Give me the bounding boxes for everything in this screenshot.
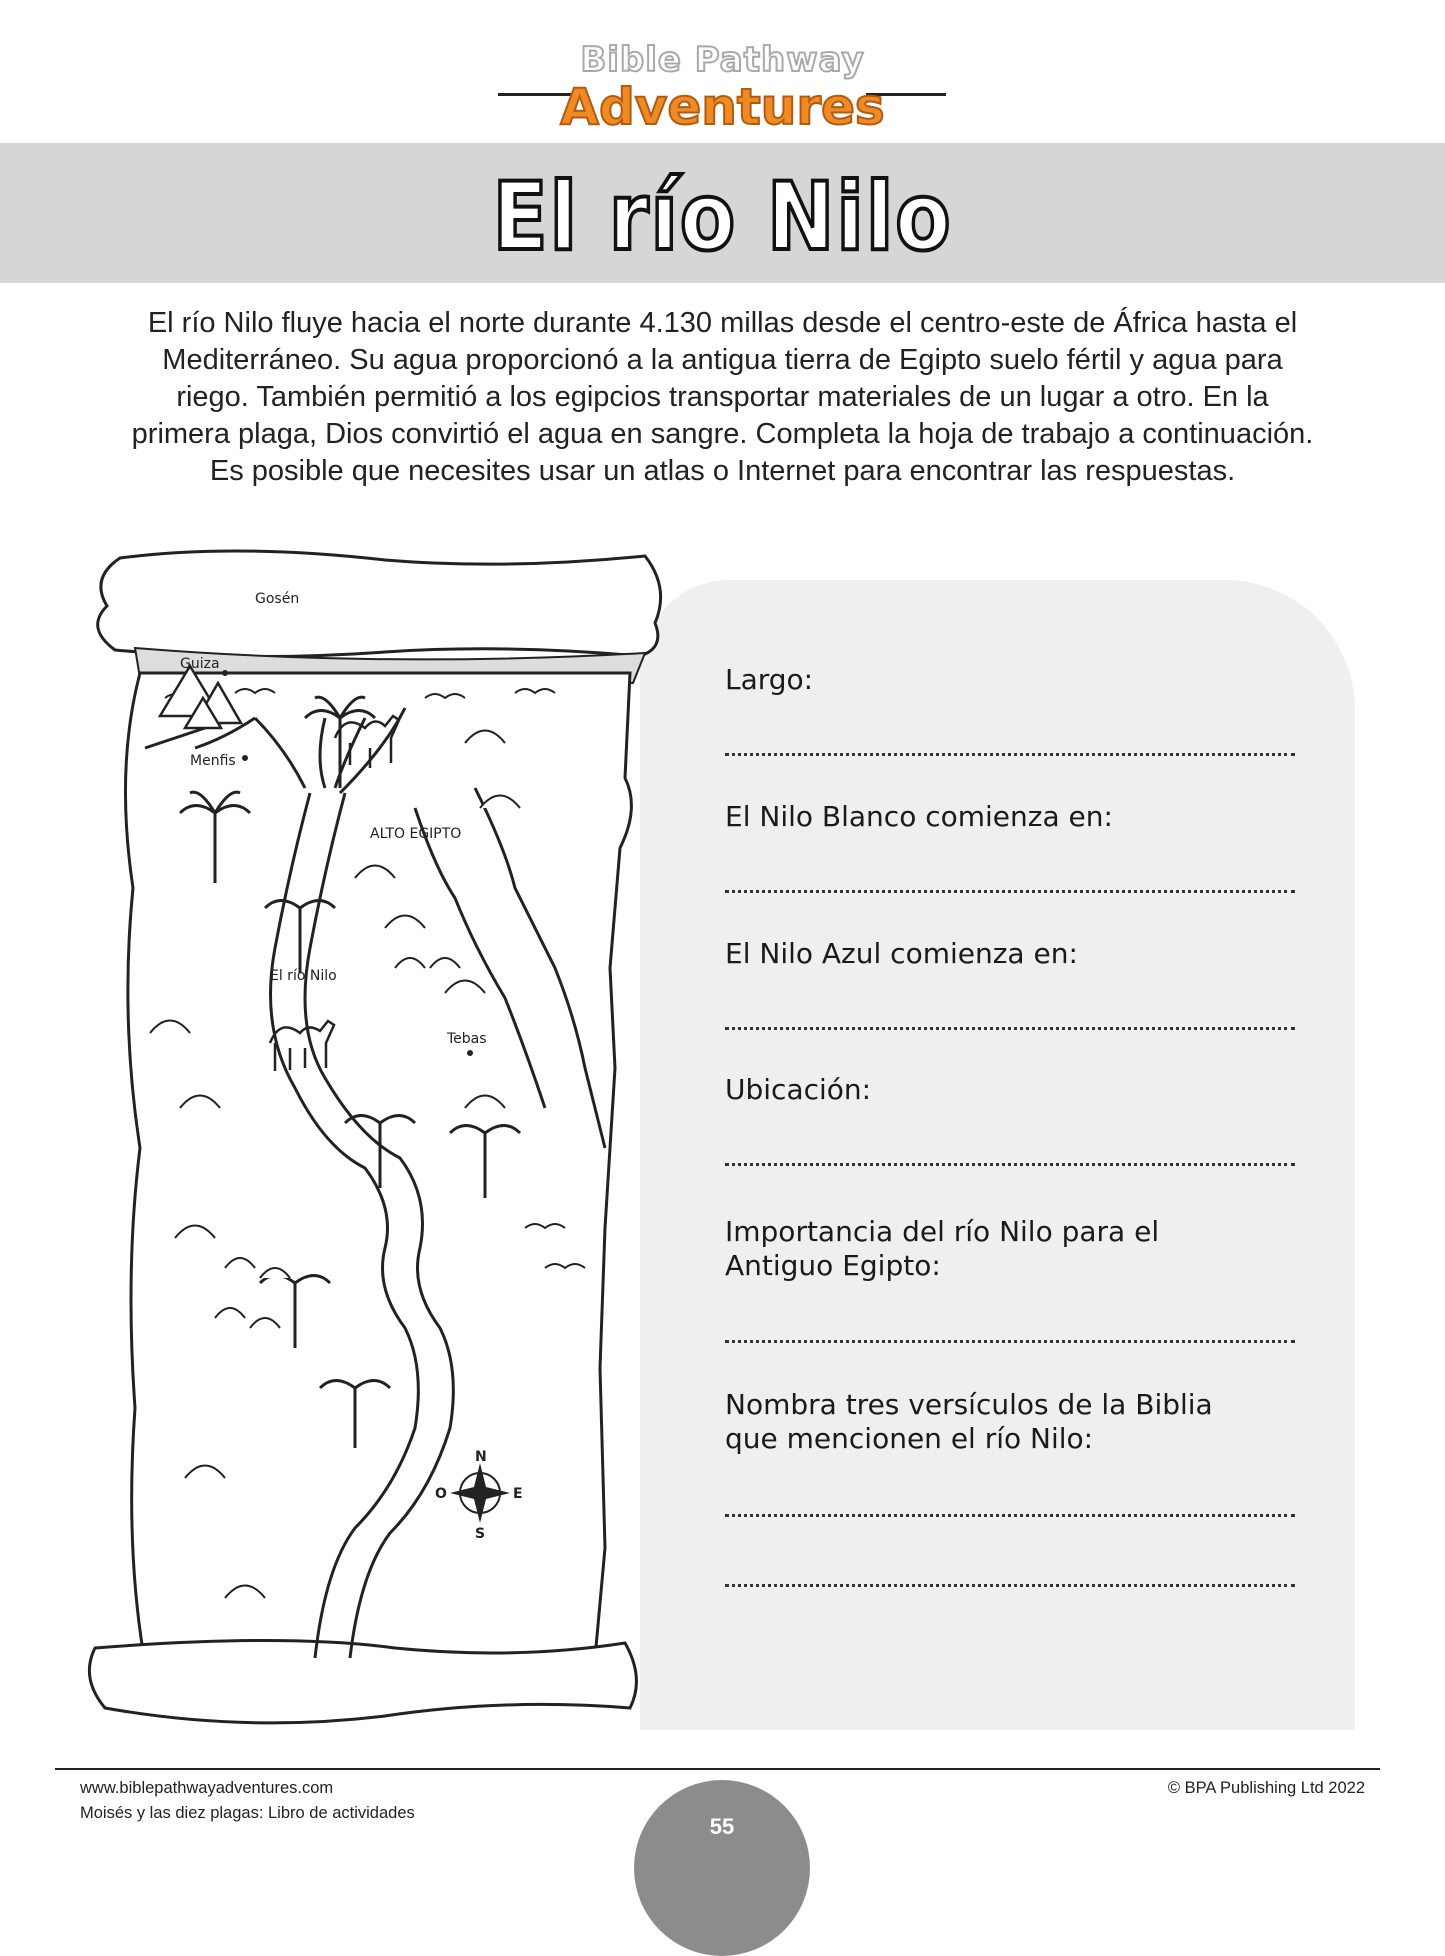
field-nilo-azul [725, 937, 1295, 971]
answer-line-nilo-blanco[interactable] [725, 890, 1295, 893]
field-importancia [725, 1215, 1295, 1283]
map-label-menfis: Menfis [190, 753, 236, 769]
answer-line-largo[interactable] [725, 753, 1295, 756]
footer-left [80, 1776, 415, 1826]
title-banner [0, 143, 1445, 283]
intro-paragraph [90, 305, 1355, 490]
page-number: 55 [709, 1814, 735, 1839]
logo-bottom-text: Adventures [560, 78, 885, 136]
logo-top-text: Bible Pathway [580, 40, 865, 80]
answer-line-versiculos-2[interactable] [725, 1584, 1295, 1587]
field-largo-label: Largo: [725, 663, 814, 696]
intro-line: Mediterráneo. Su agua proporcionó a la antigua tierra de Egipto suelo fértil y agua para [162, 344, 1283, 376]
map-label-alto-egipto: ALTO EGIPTO [370, 826, 462, 842]
page-title: El río Nilo [492, 163, 953, 272]
footer-divider [55, 1768, 1380, 1770]
answer-line-nilo-azul[interactable] [725, 1027, 1295, 1030]
scroll-top-roll [98, 551, 661, 657]
compass-n: N [475, 1449, 487, 1465]
map-label-gosen: Gosén [255, 591, 300, 607]
answer-line-versiculos-1[interactable] [725, 1514, 1295, 1517]
intro-line: El río Nilo fluye hacia el norte durante 4.130 millas desde el centro-este de África hasta el [147, 307, 1298, 339]
field-ubicacion [725, 1073, 1295, 1107]
intro-line: Es posible que necesites usar un atlas o Internet para encontrar las respuestas. [209, 455, 1236, 487]
answer-line-importancia[interactable] [725, 1340, 1295, 1343]
intro-line: primera plaga, Dios convirtió el agua en sangre. Completa la hoja de trabajo a continuación. [131, 418, 1314, 450]
footer-copyright: © BPA Publishing Ltd 2022 [1167, 1779, 1365, 1797]
compass-e: E [513, 1486, 523, 1502]
nile-map-scroll [85, 548, 685, 1733]
field-nilo-blanco-label: El Nilo Blanco comienza en: [725, 800, 1113, 833]
field-nilo-blanco [725, 800, 1295, 834]
map-label-rio-nilo: El río Nilo [270, 968, 337, 984]
scroll-body [125, 673, 631, 1663]
map-label-guiza: Guiza [180, 656, 220, 672]
scroll-bottom-roll [89, 1641, 636, 1723]
footer-website[interactable]: www.biblepathwayadventures.com [80, 1779, 334, 1797]
map-label-tebas: Tebas [447, 1031, 487, 1047]
page-number-badge [634, 1780, 810, 1956]
field-nilo-azul-label: El Nilo Azul comienza en: [725, 937, 1078, 970]
field-ubicacion-label: Ubicación: [725, 1073, 872, 1106]
field-versiculos [725, 1388, 1295, 1456]
intro-line: riego. También permitió a los egipcios transportar materiales de un lugar a otro. En la [176, 381, 1269, 413]
footer-book-title: Moisés y las diez plagas: Libro de actividades [80, 1804, 415, 1822]
compass-s: S [475, 1526, 486, 1542]
publisher-logo [0, 30, 1445, 140]
compass-o: O [435, 1486, 447, 1502]
field-largo [725, 663, 1295, 697]
answer-line-ubicacion[interactable] [725, 1163, 1295, 1166]
field-versiculos-label: Nombra tres versículos de la Biblia que mencionen el río Nilo: [725, 1388, 1213, 1455]
field-importancia-label: Importancia del río Nilo para el Antiguo Egipto: [725, 1215, 1160, 1282]
